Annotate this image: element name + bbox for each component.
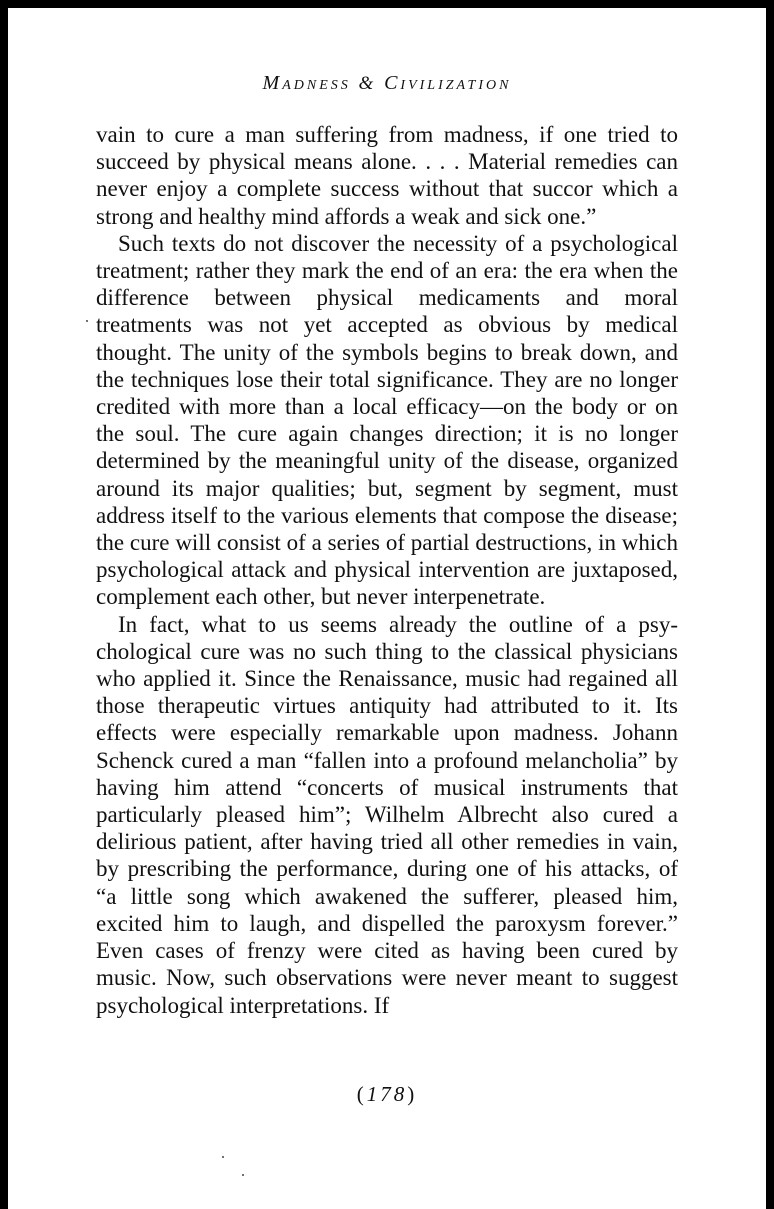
running-head-word-2: IVILIZATION [400, 78, 512, 93]
folio-number: 178 [366, 1082, 408, 1106]
book-page [8, 8, 766, 1209]
page-number [8, 1082, 766, 1107]
scan-speck [222, 1156, 224, 1158]
running-head-initial-1: M [262, 72, 283, 94]
running-head-ampersand: & [358, 73, 377, 94]
scan-border-right [766, 0, 774, 1209]
scan-speck [86, 320, 88, 322]
paragraph-1: vain to cure a man suffering from madness, if one tried to succeed by physical means alone. . . . Material remedies can never enjoy a complete success without that succor which a strong and healthy mind affords a weak and sick one.” [96, 122, 678, 229]
paragraph-2: Such texts do not discover the necessity of a psychological treatment; rather they mark the end of an era: the era when the difference between physical medicaments and moral treatments was not yet accepted as obvious by medical thought. The unity of the symbols begins to break down, and the techniques lose their total significance. They are no longer credited with more than a local efficacy—on the body or on the soul. The cure again changes direction; it is no longer determined by the meaningful unity of the disease, organized around its major qualities; but, segment by segment, must address itself to the various elements that compose the disease; the cure will consist of a series of partial destructions, in which psychological attack and physical intervention are juxtaposed, complement each other, but never interpenetrate. [96, 230, 678, 610]
running-head [8, 72, 766, 95]
folio-open-paren: ( [356, 1082, 367, 1106]
running-head-word-1: ADNESS [282, 78, 351, 93]
body-text [96, 121, 678, 1019]
folio-close-paren: ) [407, 1082, 418, 1106]
running-head-initial-2: C [384, 72, 401, 94]
paragraph-3: In fact, what to us seems already the outline of a psychological cure was no such thing to the classical physicians who applied it. Since the Renaissance, music had regained all those therapeutic virtues antiquity had attributed to it. Its effects were especially remarkable upon madness. Johann Schenck cured a man “fallen into a profound melancholia” by having him attend “concerts of musical instruments that particularly pleased him”; Wilhelm Albrecht also cured a delirious patient, after having tried all other remedies in vain, by prescribing the performance, during one of his attacks, of “a little song which awakened the sufferer, pleased him, excited him to laugh, and dispelled the paroxysm forever.” Even cases of frenzy were cited as having been cured by music. Now, such observations were never meant to suggest psychological interpretations. If [96, 611, 678, 1018]
scan-speck [242, 1174, 244, 1176]
